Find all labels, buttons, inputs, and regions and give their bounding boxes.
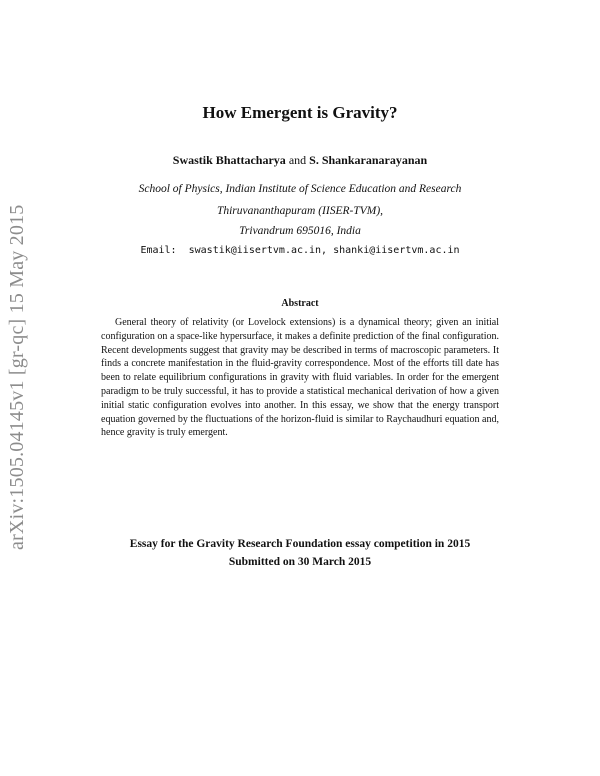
author-second: S. Shankaranarayanan [309,153,428,167]
submission-date: Submitted on 30 March 2015 [228,556,372,568]
author-conjunction: and [288,153,307,167]
author-line [0,153,600,168]
affiliation-line-2: Thiruvananthapuram (IISER-TVM), [216,205,384,217]
abstract-text: General theory of relativity (or Lovelock extensions) is a dynamical theory; given an initial configuration on a space-like hypersurface, it makes a definite prediction of the final configuration. Recent developments suggest that gravity may be described in terms of macroscopic parameters. It finds a concrete manifestation in the fluid-gravity correspondence. Most of the efforts till date has been to relate equilibrium configurations in gravity with fluid variables. In order for the emergent paradigm to be truly successful, it has to provide a statistical mechanical derivation of how a given initial static configuration evolves into another. In this essay, we show that the energy transport equation governed by the fluctuations of the horizon-fluid is similar to Raychaudhuri equation and, hence gravity is truly emergent. [101,317,499,439]
essay-note: Essay for the Gravity Research Foundation essay competition in 2015 [129,538,471,550]
email-addresses: swastik@iisertvm.ac.in, shanki@iisertvm.ac.in [188,245,460,256]
paper-title: How Emergent is Gravity? [202,103,398,122]
arxiv-identifier-stamp: arXiv:1505.04145v1 [gr-qc] 15 May 2015 [6,204,28,550]
abstract-heading: Abstract [281,298,319,309]
affiliation-line-1: School of Physics, Indian Institute of Science Education and Research [138,183,462,195]
author-first: Swastik Bhattacharya [172,153,286,167]
email-line [0,245,600,256]
affiliation-line-3: Trivandrum 695016, India [239,225,361,237]
email-label: Email: [140,245,177,256]
